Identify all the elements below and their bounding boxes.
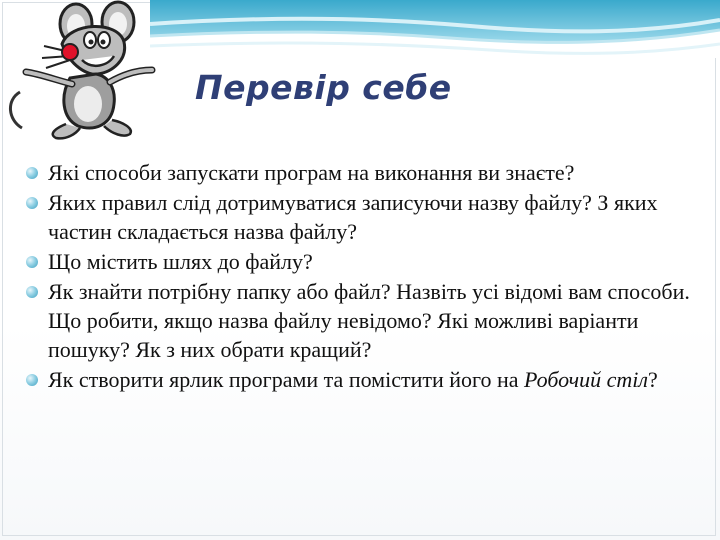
- list-item: [24, 158, 694, 187]
- bullet-icon: [26, 374, 38, 386]
- list-item: [24, 247, 694, 276]
- question-text-start: Як створити ярлик програми та помістити його на: [48, 367, 525, 392]
- bullet-icon: [26, 286, 38, 298]
- question-text: Як знайти потрібну папку або файл? Назвіть усі відомі вам способи. Що робити, якщо назва файлу невідомо? Які можливі варіанти пошуку? Як з них обрати кращий?: [48, 279, 690, 362]
- slide-title: Перевір себе: [195, 68, 452, 107]
- list-item: [24, 188, 694, 246]
- questions-list: [24, 158, 694, 395]
- question-text: Які способи запускати програм на виконання ви знаєте?: [48, 160, 575, 185]
- question-text: Що містить шлях до файлу?: [48, 249, 313, 274]
- question-text-end: ?: [647, 367, 658, 392]
- decorative-wave-band: [150, 0, 720, 58]
- bullet-icon: [26, 197, 38, 209]
- list-item: [24, 365, 694, 394]
- bullet-icon: [26, 167, 38, 179]
- bullet-icon: [26, 256, 38, 268]
- desktop-term: Робочий стіл: [524, 367, 648, 392]
- list-item: [24, 277, 694, 364]
- cartoon-mouse-icon: [0, 0, 165, 150]
- question-text: Яких правил слід дотримуватися записуючи назву файлу? З яких частин складається назва файлу?: [48, 190, 658, 244]
